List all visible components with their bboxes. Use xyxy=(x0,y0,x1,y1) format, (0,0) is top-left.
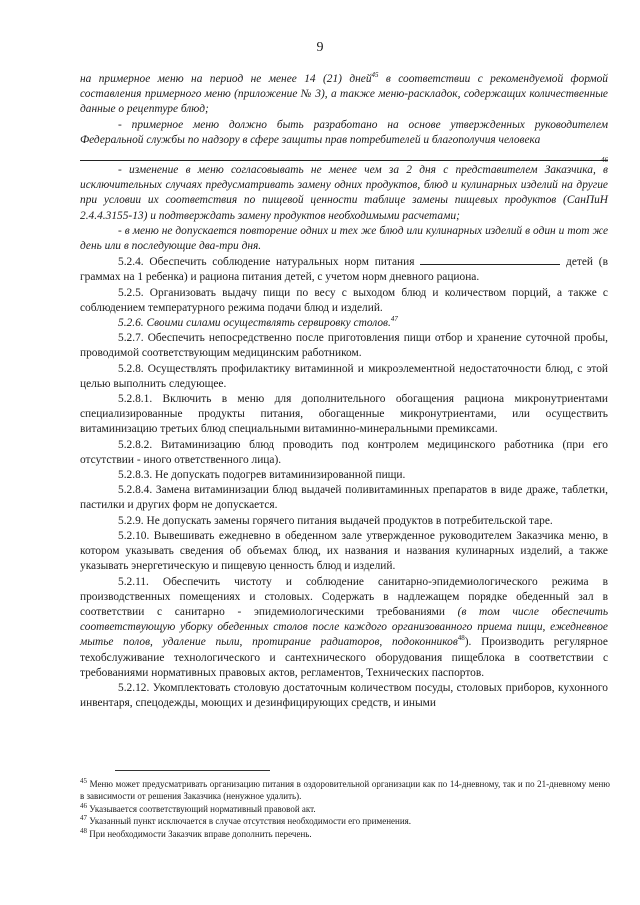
footnotes xyxy=(80,778,610,840)
footnote-separator xyxy=(115,770,270,771)
clause-5-2-6: 5.2.6. Своими силами осуществлять сервировку столов.$^{47}$ xyxy=(118,315,398,330)
footnote-ref-47[interactable]: 47 xyxy=(390,315,398,324)
clause-5-2-8: 5.2.8. Осуществлять профилактику витаминной и микроэлементной недостаточности блюд, с этой целью выполнить следующее. xyxy=(80,362,608,390)
clause-5-2-7: 5.2.7. Обеспечить непосредственно после приготовления пищи отбор и хранение суточной пробы, проводимой соответствующим медицинским работником. xyxy=(80,332,608,360)
paragraph-menu-approval: - примерное меню должно быть разработано на основе утвержденных руководителем Федеральной службы по надзору в сфере защиты прав потребителей и благополучия человека xyxy=(80,118,608,146)
footnote-48: $^{48}$ При необходимости Заказчик вправе дополнить перечень. xyxy=(80,826,312,839)
clause-5-2-8-2: 5.2.8.2. Витаминизацию блюд проводить под контролем медицинского работника (при его отсутствии - иного ответственного лица). xyxy=(80,438,608,466)
footnote-45: $^{45}$ Меню может предусматривать организацию питания в оздоровительной организации как по 14-дневному, так и по 21-дневному меню в зависимости от решения Заказчика (ненужное удалить). xyxy=(80,777,610,802)
clause-5-2-12: 5.2.12. Укомплектовать столовую достаточным количеством посуды, столовых приборов, кухонного инвентаря, спецодежды, моющих и дезинфицирующих средств, и иными xyxy=(80,681,608,710)
clause-5-2-8-3: 5.2.8.3. Не допускать подогрев витаминизированной пищи. xyxy=(118,469,406,482)
clause-5-2-11: 5.2.11. Обеспечить чистоту и соблюдение санитарно-эпидемиологического режима в производственных помещениях и столовых. Содержать в надлежащем порядке обеденный зал в соответствии с санитарно - эпидемиологическими требованиями (в том числе обеспечить соответствующую уборку обеденных столов после каждого организованного приема пищи, ежедневное мытье полов, удаление пыли, протирание радиаторов, подоконников$^{48}$). Производить регулярное техобслуживание технологического и сантехнического оборудования пищеблока в соответствии с требованиями нормативных правовых актов, регламентов, Технических паспортов. xyxy=(80,575,609,679)
clause-5-2-10: 5.2.10. Вывешивать ежедневно в обеденном зале утвержденное руководителем Заказчика меню, в котором указывать сведения об объемах блюд, их названия и названия кулинарных изделий, а также указывать энергетическую и пищевую ценность блюд и изделий. xyxy=(80,529,608,573)
clause-5-2-4: 5.2.4. Обеспечить соблюдение натуральных норм питания детей (в граммах на 1 ребенка) и рациона питания детей, с учетом норм дневного рациона. xyxy=(80,256,608,284)
blank-field[interactable] xyxy=(420,254,560,265)
footnote-47: $^{47}$ Указанный пункт исключается в случае отсутствия необходимости его применения. xyxy=(80,814,412,827)
document-body xyxy=(80,72,608,711)
paragraph-no-repeat: - в меню не допускается повторение одних и тех же блюд или кулинарных изделий в один и тот же день или в последующие два-три дня. xyxy=(80,224,608,253)
footnote-46: $^{46}$ Указывается соответствующий нормативный правовой акт. xyxy=(80,801,316,814)
clause-5-2-8-1: 5.2.8.1. Включить в меню для дополнительного обогащения рациона микронутриентами специализированные продукты питания, обогащенные микронутриентами, или осуществить витаминизацию третьих блюд специальными витаминно-минеральными премиксами. xyxy=(80,393,608,436)
clause-5-2-8-4: 5.2.8.4. Замена витаминизации блюд выдачей поливитаминных препаратов в виде драже, таблетки, пастилки и других форм не допускается. xyxy=(80,484,608,512)
paragraph-menu-changes: - изменение в меню согласовывать не менее чем за 2 дня с представителем Заказчика, в исключительных случаях предусматривать замену одних продуктов, блюд и кулинарных изделий на другие при условии их соответствия по пищевой ценности таблице замены пищевых продуктов (СанПиН 2.4.4.3155-13) и подтверждать замену продуктов необходимыми расчетами; xyxy=(80,164,608,222)
paragraph-menu-period: на примерное меню на период не менее 14 (21) дней$^{45}$ в соответствии с рекомендуемой формой составления примерного меню (приложение № 3), а также меню-раскладок, содержащих количественные данные о рецептуре блюд; xyxy=(80,71,608,116)
footnote-ref-45[interactable]: 45 xyxy=(371,71,379,80)
footnote-ref-48[interactable]: 48 xyxy=(457,634,465,643)
fill-in-line: 46 xyxy=(80,148,608,163)
clause-5-2-9: 5.2.9. Не допускать замены горячего питания выдачей продуктов в потребительской таре. xyxy=(118,514,553,527)
clause-5-2-5: 5.2.5. Организовать выдачу пищи по весу с выходом блюд и количеством порций, а также с соблюдением температурного режима подачи блюд и изделий. xyxy=(80,286,608,314)
page-number: 9 xyxy=(316,40,324,55)
